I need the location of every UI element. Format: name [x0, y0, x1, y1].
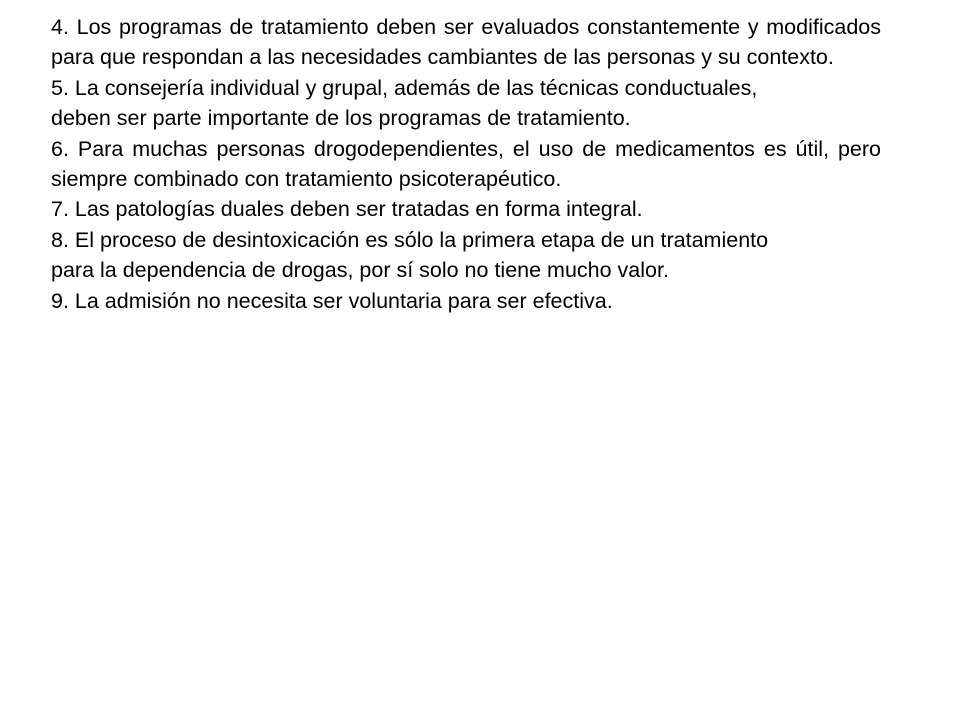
list-item-8: 8. El proceso de desintoxicación es sólo la primera etapa de un tratamiento para la dependencia de drogas, por sí solo no tiene mucho valor. [51, 227, 769, 283]
list-item-6: 6. Para muchas personas drogodependientes, el uso de medicamentos es útil, pero siempre combinado con tratamiento psicoterapéutico. [51, 136, 881, 192]
list-item-5: 5. La consejería individual y grupal, además de las técnicas conductuales, deben ser parte importante de los programas de tratamiento. [51, 75, 758, 131]
principles-list [51, 12, 881, 316]
list-item-9: 9. La admisión no necesita ser voluntaria para ser efectiva. [51, 288, 613, 313]
list-item-4: 4. Los programas de tratamiento deben ser evaluados constantemente y modificados para que respondan a las necesidades cambiantes de las personas y su contexto. [51, 15, 881, 70]
list-item-7: 7. Las patologías duales deben ser tratadas en forma integral. [51, 197, 643, 222]
